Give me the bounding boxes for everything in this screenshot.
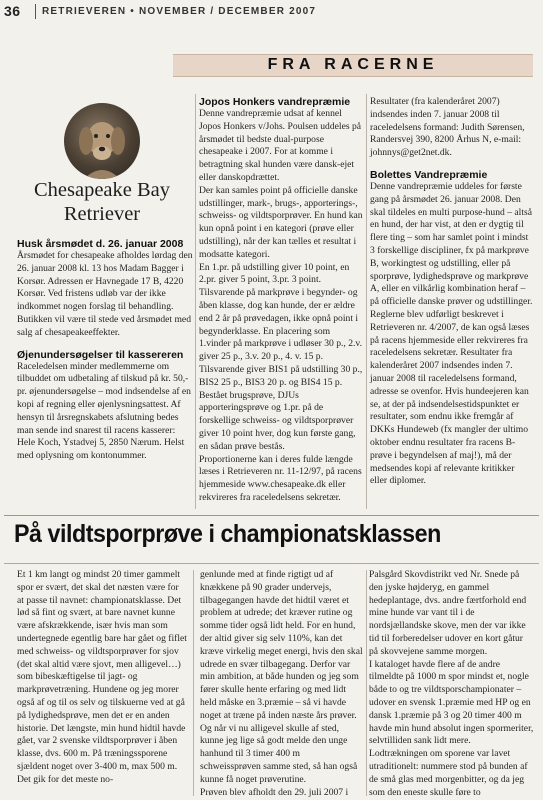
article-paragraph: I kataloget havde flere af de andre tilmeldte på 1000 m spor mindst et, nogle både to og tre vildtsporschampionater – udover en svensk 1.præmie med HP og en dansk 1.præmie på 3 og 20 timer 400 m havde min hund absolut ingen spormeriter, selvtilliden sank lidt mere. bbox=[369, 658, 534, 747]
article-paragraph: En 1.pr. på udstilling giver 10 point, en 2.pr. giver 5 point, 3.pr. 3 point. Tilsvarende på markprøve i begynder- og åben klasse, dog kan hunde, der er ældre end 2 år på prøvedagen, ikke opnå point i begynderklasse. En placering som 1.vinder på markprøve i udløser 30 p., 2.v. giver 25 p., 3.v. 20 p., 4. v. 15 p. Tilsvarende giver BIS1 på udstilling 30 p., BIS2 25 p., BIS3 20 p. og BIS4 15 p. Bestået brugsprøve, DJUs apporteringsprøve og 1.pr. på de forskellige schweiss- og vildtsporprøver giver 10 point hver, dog kun første gang, en sådan prøve bestås. bbox=[199, 261, 363, 452]
breed-logo-title: Chesapeake Bay Retriever bbox=[33, 179, 171, 225]
headline-rule bbox=[4, 515, 539, 516]
article-heading: Bolettes Vandrepræmie bbox=[370, 168, 488, 181]
article-column-1 bbox=[17, 569, 187, 787]
article-column-3 bbox=[369, 569, 534, 799]
article-paragraph: Prøven blev afholdt den 29. juli 2007 i bbox=[200, 786, 349, 798]
column-divider bbox=[366, 570, 367, 796]
article-paragraph: Resultater (fra kalenderåret 2007) indsendes inden 7. januar 2008 til raceledelsens formand: Judith Sørensen, Randersvej 390, 8200 Århus N, e-mail: johnnys@get2net.dk. bbox=[370, 96, 525, 159]
article-paragraph: genlunde med at finde rigtigt ud af knækkene på 90 grader undervejs, tilbagegangen havde det hidtil været et problem at udrede; det kræver rutine og somme tider også lidt held. For en hund, der altid giver sig selv 110%, kan det kræve virkelig meget energi, hvis den skal udrede en svær tilbagegang. Derfor var min ambition, at både hunden og jeg som fører skulle hente erfaring og med lidt held måske en 3.præmie – så vi havde noget at træne på inden næste års prøver. Og når vi nu alligevel skulle af sted, kunne jeg lige så godt melde den unge hanhund til 3 timer 400 m schweissprøven samme sted, så han også kunne få noget prøverutine. bbox=[200, 569, 363, 785]
running-title: RETRIEVEREN • NOVEMBER / DECEMBER 2007 bbox=[42, 6, 317, 17]
article-paragraph: Lodtrækningen om sporene var lavet utraditionelt: nummere stod på bunden af de små glas med morgenbitter, og da jeg som den eneste skulle føre to bbox=[369, 748, 528, 798]
article-paragraph: Årsmødet for chesapeake afholdes lørdag den 26. januar 2008 kl. 13 hos Madam Bagger i Korsør. Adressen er Havnegade 17 B, 4220 Korsør. Ved fristens udløb var der ikke indkommet nogen forslag til behandling. Butikken vil være til stede ved årsmødet med salg af chesapeakeeffekter. bbox=[17, 250, 193, 338]
article-column-2 bbox=[200, 569, 363, 799]
article-heading: Øjenundersøgelser til kassereren bbox=[17, 348, 184, 361]
column-3 bbox=[370, 96, 533, 488]
article-paragraph: Palsgård Skovdistrikt ved Nr. Snede på den jyske højderyg, en gammel hedeplantage, dvs. andre færtforhold end mine hunde var vant til i de nordsjællandske skove, men der var ikke tid til forberedelser udover en kort gåtur på skovvejene samme morgen. bbox=[369, 569, 527, 657]
retriever-dog-portrait-icon bbox=[64, 103, 140, 179]
article-paragraph: Denne vandrepræmie udsat af kennel Jopos Honkers v/Johs. Poulsen uddeles på årsmødet til bedste dual-purpose chesapeake i 2007. For at komme i betragtning skal hunden være dansk-ejet eller danskopdrættet. bbox=[199, 108, 362, 183]
article-heading: Jopos Honkers vandrepræmie bbox=[199, 96, 351, 108]
page-number: 36 bbox=[4, 3, 21, 19]
column-divider bbox=[366, 94, 367, 509]
article-paragraph: Denne vandrepræmie uddeles for første gang på årsmødet 26. januar 2008. Den skal tildeles en multi purpose-hund – altså en hund, der har vist, at den er dygtig til flere ting – som har samlet point i mindst 3 forskellige discipliner, fx på markprøve B, workingtest og udstilling, eller på sporprøve, lydighedsprøve og markprøve A, eller en vilkårlig kombination heraf – på officielle danske prøver og udstillinger. Reglerne blev udførligt beskrevet i Retrieveren nr. 4/2007, de kan også læses på racens hjemmeside eller rekvireres fra raceledelsens sekretær. Resultater fra kalenderåret 2007 indsendes inden 7. januar 2008 til raceledelsens formand, adresse se ovenfor. Hvis hundeejeren kan se, at der på indsendelsestidspunktet er resultater, som endnu ikke fremgår af DKKs Hundeweb (fx mangler der ultimo oktober endnu resultater fra racens B-prøve i begyndelsen af maj!), må der medsendes kopi af relevante kritikker eller diplomer. bbox=[370, 180, 533, 487]
article-paragraph: Der kan samles point på officielle danske udstillinger, mark-, brugs-, apporterings-, schweiss- og vildtsporprøver. En hund kan kun opnå point i en kategori (prøve eller udstilling), når der kan tælles et resultat i modsatte kategori. bbox=[199, 184, 363, 260]
section-title: FRA RACERNE bbox=[267, 56, 439, 73]
column-1 bbox=[17, 238, 194, 463]
article-headline: På vildtsporprøve i championatsklassen bbox=[14, 520, 441, 548]
article-paragraph: Et 1 km langt og mindst 20 timer gammelt spor er svært, det skal det næsten være for at passe til navnet: championatsklasse. Det lød så fint og svært, at bare navnet kunne være afskrækkende, især hvis man som undertegnede egentlig bare har gået og fiflet med schweiss- og vildtsporprøver for sjov (det skal altid være sjovt, men alligevel…) som bibeskæftigelse til jagt- og markprøvetræning. Hundene og jeg morer også af og til os selv og tilskuerne ved at gå på lydighedsprøve, men det er en anden historie. Det længste, min hund hidtil havde gået, var 2 svenske vildtsporprøver i åben klasse, dvs. 600 m. På træningssporene sjældent noget over 3-400 m, max 500 m. Det gik for det meste no- bbox=[17, 569, 187, 785]
article-heading: Husk årsmødet d. 26. januar 2008 bbox=[17, 238, 184, 250]
column-2 bbox=[199, 96, 363, 505]
headline-underline bbox=[4, 563, 539, 564]
retriever-dog-icon bbox=[64, 103, 140, 179]
column-divider bbox=[193, 570, 194, 796]
column-divider bbox=[195, 94, 196, 509]
article-paragraph: Proportionerne kan i deres fulde længde læses i Retrieveren nr. 11-12/97, på racens hjemmeside www.chesapeake.dk eller rekvireres fra raceledelsens sekretær. bbox=[199, 453, 362, 503]
article-paragraph: Raceledelsen minder medlemmerne om tilbuddet om udbetaling af tilskud på kr. 50,- pr. øjenundersøgelse – mod indsendelse af en kopi af regning eller øjenlysningsattest. Af hensyn til årsregnskabets afslutning bedes man sende ind snarest til racens kasserer: Hele Koch, Ystadvej 5, 2850 Nærum. Helst med oplysning om kontonummer. bbox=[17, 360, 191, 462]
section-banner bbox=[173, 54, 533, 77]
header-divider bbox=[35, 4, 36, 19]
